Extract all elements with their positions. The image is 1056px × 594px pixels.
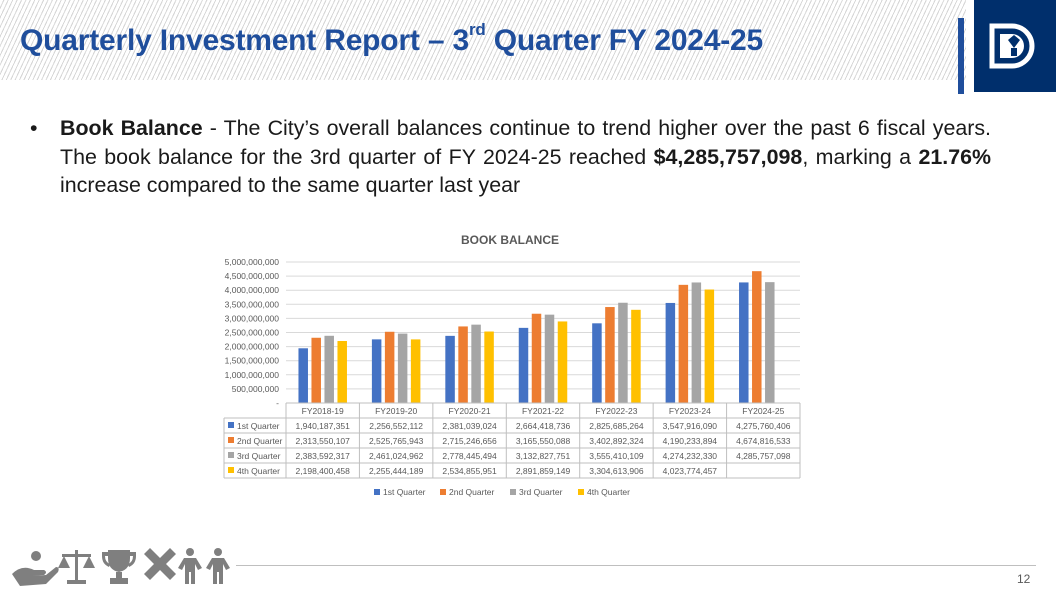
legend-label: 3rd Quarter — [519, 487, 563, 497]
helping-hand-icon — [12, 551, 59, 586]
data-value-label: 1,940,187,351 — [295, 421, 350, 431]
data-value-label: 3,402,892,324 — [589, 436, 644, 446]
bar-3rd-quarter — [765, 282, 775, 403]
y-tick-label: 2,500,000,000 — [224, 327, 279, 338]
puzzle-cross-icon — [144, 548, 176, 580]
data-value-label: 2,715,246,656 — [442, 436, 497, 446]
increase-percent: 21.76% — [918, 144, 992, 169]
bar-4th-quarter — [337, 341, 347, 403]
legend-swatch — [440, 489, 446, 495]
data-value-label: 2,825,685,264 — [589, 421, 644, 431]
chart-legend — [374, 487, 630, 497]
bar-1st-quarter — [739, 282, 749, 403]
footer-icons-art — [10, 546, 240, 588]
y-tick-label: 2,000,000,000 — [224, 341, 279, 352]
bar-4th-quarter — [631, 310, 641, 403]
chart-bars — [298, 271, 774, 403]
legend-key — [228, 422, 234, 428]
table-series-name: 4th Quarter — [237, 466, 280, 476]
bar-2nd-quarter — [458, 326, 468, 403]
bar-3rd-quarter — [618, 303, 628, 403]
bar-1st-quarter — [298, 348, 308, 403]
page-title — [20, 20, 764, 58]
legend-swatch — [578, 489, 584, 495]
footer-icons — [10, 546, 240, 593]
data-value-label: 4,674,816,533 — [736, 436, 791, 446]
data-value-label: 2,525,765,943 — [368, 436, 424, 446]
legend-label: 2nd Quarter — [449, 487, 495, 497]
bar-3rd-quarter — [692, 282, 702, 403]
table-series-name: 2nd Quarter — [237, 436, 283, 446]
city-logo-mark — [974, 0, 1056, 92]
y-tick-label: 1,000,000,000 — [224, 369, 279, 380]
bullet-text-part1: - The City’s overall balances continue to trend higher over the past 6 fiscal years. The book balance for the 3rd quarter of FY 2024-25 reached — [60, 116, 991, 169]
x-category-label: FY2018-19 — [301, 406, 344, 416]
logo-accent-bar — [958, 18, 964, 94]
bar-2nd-quarter — [752, 271, 762, 403]
bar-2nd-quarter — [679, 285, 689, 403]
data-value-label: 2,664,418,736 — [515, 421, 571, 431]
data-value-label: 3,547,916,090 — [662, 421, 718, 431]
legend-swatch — [510, 489, 516, 495]
bar-1st-quarter — [666, 303, 676, 403]
y-tick-label: 5,000,000,000 — [224, 257, 279, 267]
bar-2nd-quarter — [605, 307, 615, 403]
data-value-label: 2,778,445,494 — [442, 451, 497, 461]
x-category-label: FY2024-25 — [742, 406, 785, 416]
bar-2nd-quarter — [311, 338, 321, 403]
bar-3rd-quarter — [545, 315, 555, 403]
x-category-label: FY2023-24 — [668, 406, 711, 416]
x-category-label: FY2022-23 — [595, 406, 638, 416]
data-value-label: 4,190,233,894 — [662, 436, 718, 446]
y-tick-label: 4,500,000,000 — [224, 271, 279, 282]
title-superscript: rd — [468, 20, 486, 39]
data-value-label: 2,255,444,189 — [368, 466, 424, 476]
data-value-label: 2,381,039,024 — [442, 421, 497, 431]
title-text-rest: Quarter FY 2024-25 — [485, 24, 764, 57]
legend-label: 1st Quarter — [383, 487, 426, 497]
chart-y-axis — [225, 257, 280, 408]
bullet-text-part2: , marking a — [802, 144, 919, 169]
book-balance-amount: $4,285,757,098 — [653, 144, 803, 169]
title-text: Quarterly Investment Report – 3 — [20, 24, 469, 57]
people-icon — [178, 548, 230, 584]
x-category-label: FY2019-20 — [375, 406, 418, 416]
data-value-label: 2,313,550,107 — [295, 436, 350, 446]
data-value-label: 2,891,859,149 — [515, 466, 571, 476]
legend-swatch — [374, 489, 380, 495]
y-tick-label: 3,500,000,000 — [224, 299, 279, 310]
data-value-label: 3,304,613,906 — [589, 466, 644, 476]
data-value-label: 4,275,760,406 — [736, 421, 791, 431]
city-logo — [974, 0, 1056, 92]
bar-4th-quarter — [411, 339, 421, 403]
data-value-label: 3,555,410,109 — [589, 451, 644, 461]
bar-1st-quarter — [592, 323, 602, 403]
x-category-label: FY2020-21 — [448, 406, 491, 416]
data-value-label: 2,198,400,458 — [295, 466, 350, 476]
bar-1st-quarter — [445, 336, 455, 403]
data-value-label: 2,256,552,112 — [369, 421, 424, 431]
data-value-label: 2,534,855,951 — [442, 466, 497, 476]
bullet-marker: • — [30, 116, 38, 140]
data-value-label: 4,023,774,457 — [662, 466, 718, 476]
bar-4th-quarter — [558, 321, 568, 403]
x-category-label: FY2021-22 — [521, 406, 565, 416]
bar-1st-quarter — [372, 339, 382, 403]
data-value-label: 2,383,592,317 — [295, 451, 350, 461]
trophy-icon — [102, 550, 136, 584]
data-value-label: 3,165,550,088 — [515, 436, 571, 446]
data-value-label: 3,132,827,751 — [515, 451, 571, 461]
y-tick-label: 4,000,000,000 — [224, 285, 279, 296]
bullet-text — [60, 114, 991, 200]
bar-3rd-quarter — [324, 336, 334, 403]
bar-4th-quarter — [705, 290, 715, 403]
chart-title: BOOK BALANCE — [461, 233, 559, 247]
bar-3rd-quarter — [471, 325, 481, 403]
bar-2nd-quarter — [385, 332, 395, 403]
bar-2nd-quarter — [532, 314, 542, 403]
y-tick-label: 1,500,000,000 — [224, 355, 279, 366]
legend-key — [228, 437, 234, 443]
bar-1st-quarter — [519, 328, 529, 403]
chart-gridlines — [286, 262, 800, 403]
legend-key — [228, 467, 234, 473]
book-balance-chart — [200, 222, 820, 514]
table-series-name: 3rd Quarter — [237, 451, 281, 461]
bullet-text-part3: increase compared to the same quarter last year — [60, 173, 521, 197]
legend-label: 4th Quarter — [587, 487, 630, 497]
y-tick-label: 500,000,000 — [231, 383, 279, 394]
footer-divider — [236, 565, 1036, 566]
legend-key — [228, 452, 234, 458]
bullet-label: Book Balance — [60, 116, 203, 140]
data-value-label: 2,461,024,962 — [368, 451, 424, 461]
y-tick-label: 3,000,000,000 — [224, 313, 279, 324]
balance-scale-icon — [58, 550, 95, 584]
bar-4th-quarter — [484, 332, 494, 403]
page-number: 12 — [1017, 572, 1031, 586]
chart-data-table — [224, 403, 800, 478]
table-series-name: 1st Quarter — [237, 421, 280, 431]
data-value-label: 4,274,232,330 — [662, 451, 718, 461]
summary-bullet — [30, 114, 992, 200]
y-tick-label: - — [276, 398, 279, 408]
data-value-label: 4,285,757,098 — [736, 451, 791, 461]
bar-3rd-quarter — [398, 334, 408, 403]
